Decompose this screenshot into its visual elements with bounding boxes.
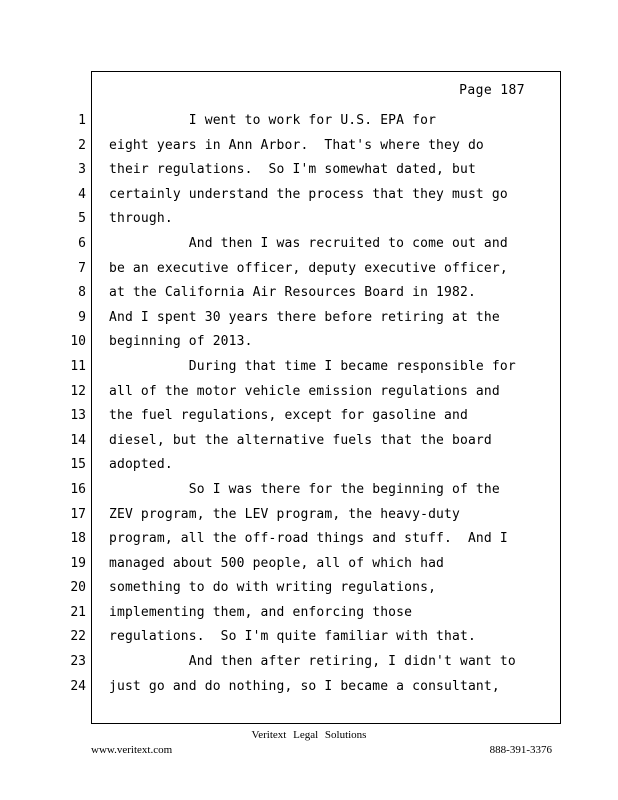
line-number: 6 <box>78 235 86 251</box>
transcript-line: eight years in Ann Arbor. That's where they do <box>109 137 484 153</box>
transcript-line: So I was there for the beginning of the <box>109 481 500 497</box>
transcript-line: During that time I became responsible for <box>109 358 516 374</box>
transcript-line: at the California Air Resources Board in 1982. <box>109 285 476 301</box>
transcript-text <box>109 113 559 703</box>
line-number: 13 <box>70 408 86 424</box>
transcript-line: certainly understand the process that they must go <box>109 186 508 202</box>
transcript-line: regulations. So I'm quite familiar with that. <box>109 629 476 645</box>
line-number: 2 <box>78 137 86 153</box>
footer-phone: 888-391-3376 <box>489 744 552 756</box>
transcript-line: diesel, but the alternative fuels that the board <box>109 432 492 448</box>
line-number-column <box>56 113 86 703</box>
line-number: 3 <box>78 162 86 178</box>
line-number: 12 <box>70 383 86 399</box>
transcript-line: beginning of 2013. <box>109 334 253 350</box>
transcript-line: And then after retiring, I didn't want to <box>109 654 516 670</box>
page-number: Page 187 <box>459 83 525 98</box>
transcript-line: something to do with writing regulations, <box>109 580 437 596</box>
line-number: 8 <box>78 285 86 301</box>
line-number: 5 <box>78 211 86 227</box>
transcript-line: adopted. <box>109 457 173 473</box>
line-number: 7 <box>78 260 86 276</box>
line-number: 1 <box>78 113 86 128</box>
line-number: 11 <box>70 358 86 374</box>
line-number: 19 <box>70 555 86 571</box>
transcript-line: managed about 500 people, all of which had <box>109 555 445 571</box>
transcript-line: through. <box>109 211 173 227</box>
transcript-line: all of the motor vehicle emission regulations and <box>109 383 500 399</box>
line-number: 18 <box>70 531 86 547</box>
line-number: 4 <box>78 186 86 202</box>
footer-company: Veritext Legal Solutions <box>251 729 367 741</box>
transcript-line: program, all the off-road things and stuff. And I <box>109 531 508 547</box>
transcript-line: the fuel regulations, except for gasoline and <box>109 408 468 424</box>
line-number: 24 <box>70 678 86 694</box>
transcript-line: And I spent 30 years there before retiring at the <box>109 309 500 325</box>
line-number: 23 <box>70 654 86 670</box>
line-number: 20 <box>70 580 86 596</box>
line-number: 10 <box>70 334 86 350</box>
transcript-line: I went to work for U.S. EPA for <box>109 113 437 128</box>
transcript-line: And then I was recruited to come out and <box>109 235 508 251</box>
line-number: 17 <box>70 506 86 522</box>
line-number: 21 <box>70 604 86 620</box>
line-number: 9 <box>78 309 86 325</box>
transcript-line: implementing them, and enforcing those <box>109 604 413 620</box>
line-number: 15 <box>70 457 86 473</box>
transcript-line: just go and do nothing, so I became a consultant, <box>109 678 500 694</box>
footer-website: www.veritext.com <box>91 744 173 756</box>
transcript-line: their regulations. So I'm somewhat dated, but <box>109 162 476 178</box>
line-number: 22 <box>70 629 86 645</box>
line-number: 14 <box>70 432 86 448</box>
transcript-line: be an executive officer, deputy executive officer, <box>109 260 508 276</box>
transcript-line: ZEV program, the LEV program, the heavy-duty <box>109 506 460 522</box>
line-number: 16 <box>70 481 86 497</box>
